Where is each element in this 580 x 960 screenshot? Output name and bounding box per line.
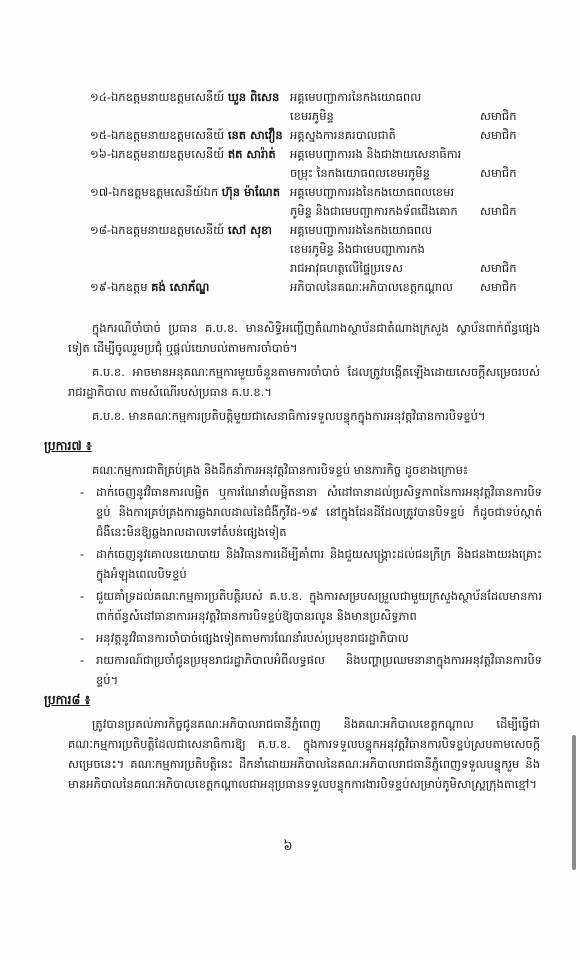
- member-position: អគ្គស្នងការនគរបាលជាតិ: [290, 128, 396, 142]
- article-7-list: [80, 482, 542, 692]
- paragraph-executive: គ.ប.ខ. មានគណៈកម្មការប្រតិបត្តិមួយជាសេនាធិការទទួលបន្ទុកក្នុងការអនុវត្តវិធានការបិទខ្ទប់។: [92, 409, 486, 423]
- member-position: អគ្គមេបញ្ជាការរងនៃកងយោធពល ខេមរភូមិន្ទ និងជាមេបញ្ជាការកង រាជអាវុធហត្ថលើផ្ទៃប្រទេស: [290, 223, 433, 275]
- member-row: [90, 126, 540, 145]
- article-8-text: ត្រូវបានប្រគល់ភារកិច្ចជូនគណៈអភិបាលរាជធានីភ្នំពេញ និងគណៈអភិបាលខេត្តកណ្តាល ដើម្បីធ្វើជាគណៈកម្មការប្រតិបត្តិដែលជាសេនាធិការឱ្យ គ.ប.ខ. ក្នុងការទទួលបន្ទុកអនុវត្តវិធានការបិទខ្ទប់ស្របតាមសេចក្តីសម្រេចនេះ។ គណៈកម្មការប្រតិបត្តិនេះ ដឹកនាំដោយអភិបាលនៃគណៈអភិបាលរាជធានីភ្នំពេញទទួលបន្ទុករួម និងមានអភិបាលនៃគណៈអភិបាលខេត្តកណ្តាលជាអនុប្រធានទទួលបន្ទុកការងារបិទខ្ទប់សម្រាប់ភូមិសាស្ត្រក្រុងតាខ្មៅ។: [68, 717, 540, 791]
- member-name: នេត សាវឿន: [227, 128, 283, 142]
- member-role: សមាជិក: [480, 109, 517, 123]
- article-7-intro: គណៈកម្មការជាតិគ្រប់គ្រង និងដឹកនាំការអនុវត្តវិធានការបិទខ្ទប់ មានភារកិច្ច ដូចខាងក្រោម៖: [92, 463, 468, 477]
- member-row: [90, 88, 540, 126]
- scrollbar-thumb[interactable]: [572, 735, 576, 870]
- member-prefix: ១៩-ឯកឧត្តម: [90, 280, 148, 294]
- member-prefix: ១៧-ឯកឧត្តមឧត្តមសេនីយ៍ឯក: [90, 185, 219, 199]
- member-name: ឥត សារ៉ាត់: [227, 147, 276, 161]
- member-row: [90, 145, 540, 183]
- member-role: សមាជិក: [480, 166, 517, 180]
- paragraph-subcommittee: គ.ប.ខ. អាចមានអនុគណៈកម្មការមួយចំនួនតាមការចាំបាច់ ដែលត្រូវបង្កើតឡើងដោយសេចក្តីសម្រេចរបស់រាជរដ្ឋាភិបាល តាមសំណើរបស់ប្រធាន គ.ប.ខ.។: [68, 365, 540, 399]
- list-item: - ដាក់ចេញនូវគោលនយោបាយ និងវិធានការដើម្បីគាំពារ និងជួយសង្គ្រោះដល់ជនក្រីក្រ និងជនងាយរងគ្រោះក្នុងអំឡុងពេលបិទខ្ទប់: [80, 544, 542, 584]
- member-role: សមាជិក: [480, 280, 517, 294]
- list-item: - អនុវត្តនូវវិធានការចាំបាច់ផ្សេងទៀតតាមការណែនាំរបស់ប្រមុខរាជរដ្ឋាភិបាល: [80, 628, 542, 648]
- member-position: អគ្គមេបញ្ជាការនៃកងយោធពល ខេមរភូមិន្ទ: [290, 90, 422, 123]
- member-name: គង់ សោភ័ណ្ឌ: [151, 280, 210, 294]
- list-item: - ដាក់ចេញនូវវិធានការលម្អិត ឬការណែនាំលម្អិតនានា សំដៅធានាដល់ប្រសិទ្ធភាពនៃការអនុវត្តវិធានការបិទខ្ទប់ និងការគ្រប់គ្រងការឆ្លងរាលដាលនៃជំងឺកូវីដ-១៩ នៅក្នុងដែនដីដែលត្រូវបានបិទខ្ទប់ ក៏ដូចជាទប់ស្កាត់ជំងឺនេះមិនឱ្យឆ្លងរាលដាលទៅតំបន់ផ្សេងទៀត: [80, 482, 542, 542]
- member-prefix: ១៥-ឯកឧត្តមនាយឧត្តមសេនីយ៍: [90, 128, 225, 142]
- member-position: អគ្គមេបញ្ជាការរងនៃកងយោធពលខេមរ ភូមិន្ទ និងជាមេបញ្ជាការកងទ័ពជើងគោក: [290, 185, 458, 218]
- member-row: [90, 183, 540, 221]
- member-name: ហ៊ុន ម៉ាណែត: [221, 185, 280, 199]
- member-name: សៅ សុខា: [227, 223, 272, 237]
- member-row: [90, 278, 540, 297]
- member-list: [90, 88, 540, 297]
- member-position: អភិបាលនៃគណៈអភិបាលខេត្តកណ្តាល: [290, 280, 453, 294]
- member-prefix: ១៨-ឯកឧត្តមនាយឧត្តមសេនីយ៍: [90, 223, 225, 237]
- member-prefix: ១៦-ឯកឧត្តមនាយឧត្តមសេនីយ៍: [90, 147, 225, 161]
- member-role: សមាជិក: [480, 204, 517, 218]
- page-number: ៦: [283, 839, 293, 854]
- member-name: ឃួន ពិសេន: [227, 90, 280, 104]
- article-7-heading: ប្រការ៧ ៖: [44, 438, 92, 453]
- member-role: សមាជិក: [480, 261, 517, 275]
- paragraph-invite: ក្នុងករណីចាំបាច់ ប្រធាន គ.ប.ខ. មានសិទ្ធិអញ្ជើញតំណាងស្ថាប័នជាតំណាងក្រសួង ស្ថាប័នពាក់ព័ន្ធផ្សេងទៀត ដើម្បីចូលរួមប្រជុំ ឬផ្តល់យោបល់តាមការចាំបាច់។: [68, 321, 540, 355]
- member-role: សមាជិក: [480, 128, 517, 142]
- member-position: អគ្គមេបញ្ជាការរង និងជាងាយសេនាធិការ ចម្រុះ នៃកងយោធពលខេមរភូមិន្ទ: [290, 147, 462, 180]
- list-item: - រាយការណ៍ជាប្រចាំជូនប្រមុខរាជរដ្ឋាភិបាលអំពីលទ្ធផល និងបញ្ហាប្រឈមនានាក្នុងការអនុវត្តវិធានការបិទខ្ទប់។: [80, 650, 542, 690]
- member-row: [90, 221, 540, 278]
- article-8-heading: ប្រការ៨ ៖: [44, 692, 91, 707]
- list-item: - ជួយគាំទ្រដល់គណៈកម្មការប្រតិបត្តិរបស់ គ.ប.ខ. ក្នុងការសម្របសម្រួលជាមួយក្រសួងស្ថាប័នដែលមានការពាក់ព័ន្ធសំដៅធានាការអនុវត្តវិធានការបិទខ្ទប់ឱ្យបានរលូន និងមានប្រសិទ្ធភាព: [80, 586, 542, 626]
- member-prefix: ១៤-ឯកឧត្តមនាយឧត្តមសេនីយ៍: [90, 90, 225, 104]
